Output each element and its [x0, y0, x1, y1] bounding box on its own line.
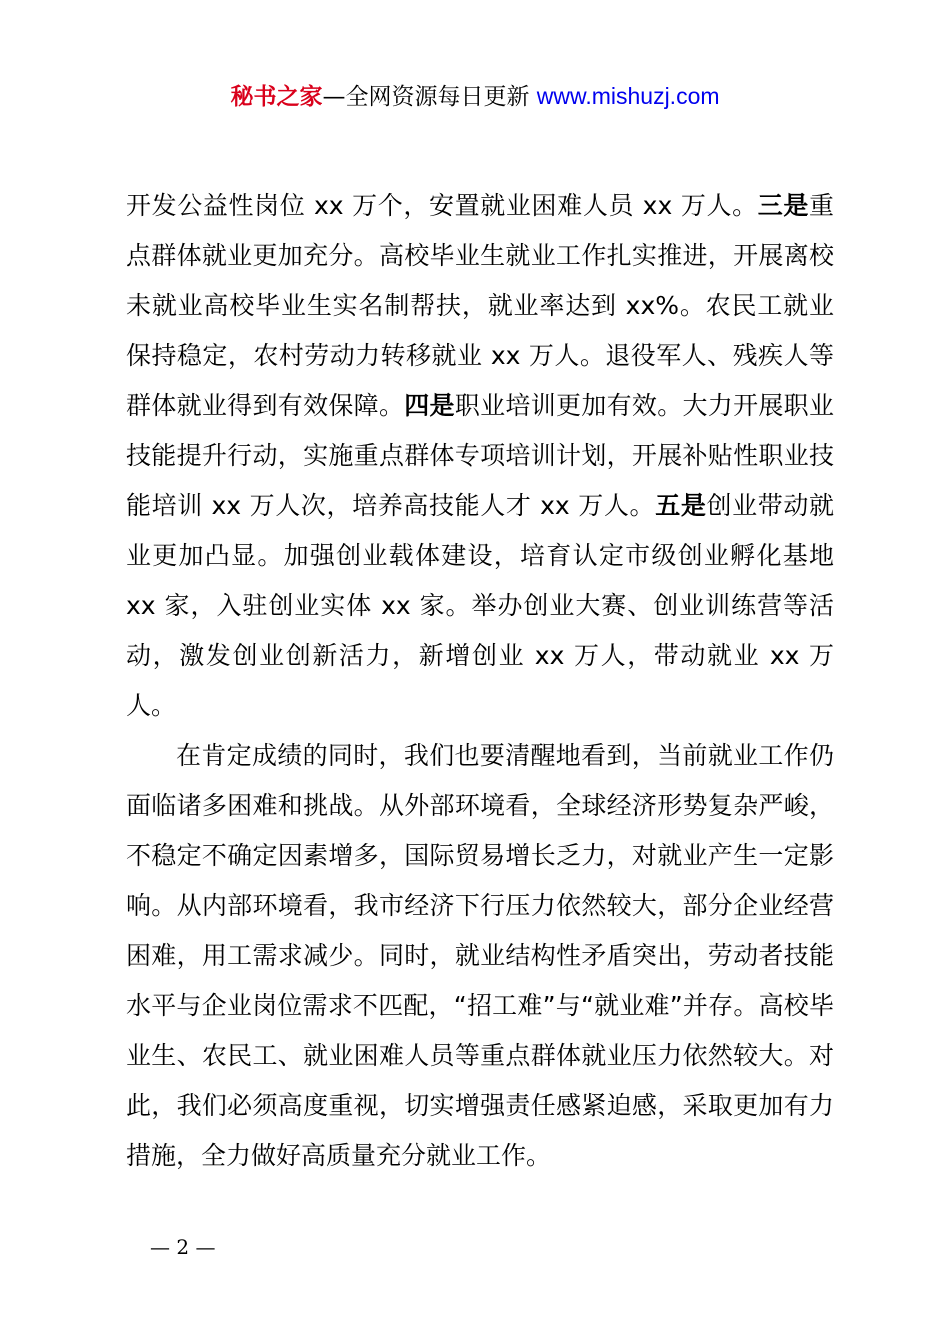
document-body: [126, 181, 834, 1181]
paragraph-text: 重点群体就业更加充分。高校毕业生就业工作扎实推进，开展离校未就业高校毕业生实名制帮扶，就业率达到 xx%。农民工就业保持稳定，农村劳动力转移就业 xx 万人。退役军人、残疾人等群体就业得到有效保障。: [126, 191, 834, 420]
paragraph-text: 职业培训更加有效。大力开展职业技能提升行动，实施重点群体专项培训计划，开展补贴性职业技能培训 xx 万人次，培养高技能人才 xx 万人。: [126, 391, 834, 520]
paragraph-achievements: [126, 181, 834, 731]
point-five-label: 五是: [655, 491, 707, 520]
point-four-label: 四是: [404, 391, 455, 420]
page-number: — 2 —: [150, 1235, 216, 1259]
page-header: [0, 78, 950, 115]
paragraph-text: 创业带动就业更加凸显。加强创业载体建设，培育认定市级创业孵化基地 xx 家，入驻创业实体 xx 家。举办创业大赛、创业训练营等活动，激发创业创新活力，新增创业 xx 万人，带动就业 xx 万人。: [126, 491, 834, 720]
site-url-link[interactable]: www.mishuzj.com: [536, 83, 720, 109]
paragraph-challenges: 在肯定成绩的同时，我们也要清醒地看到，当前就业工作仍面临诸多困难和挑战。从外部环境看，全球经济形势复杂严峻，不稳定不确定因素增多，国际贸易增长乏力，对就业产生一定影响。从内部环境看，我市经济下行压力依然较大，部分企业经营困难，用工需求减少。同时，就业结构性矛盾突出，劳动者技能水平与企业岗位需求不匹配，“招工难”与“就业难”并存。高校毕业生、农民工、就业困难人员等重点群体就业压力依然较大。对此，我们必须高度重视，切实增强责任感紧迫感，采取更加有力措施，全力做好高质量充分就业工作。: [126, 741, 834, 1170]
point-three-label: 三是: [757, 191, 809, 220]
paragraph-text: 开发公益性岗位 xx 万个，安置就业困难人员 xx 万人。: [126, 191, 758, 220]
brand-name: 秘书之家: [230, 84, 323, 110]
header-slogan: —全网资源每日更新: [322, 84, 537, 110]
